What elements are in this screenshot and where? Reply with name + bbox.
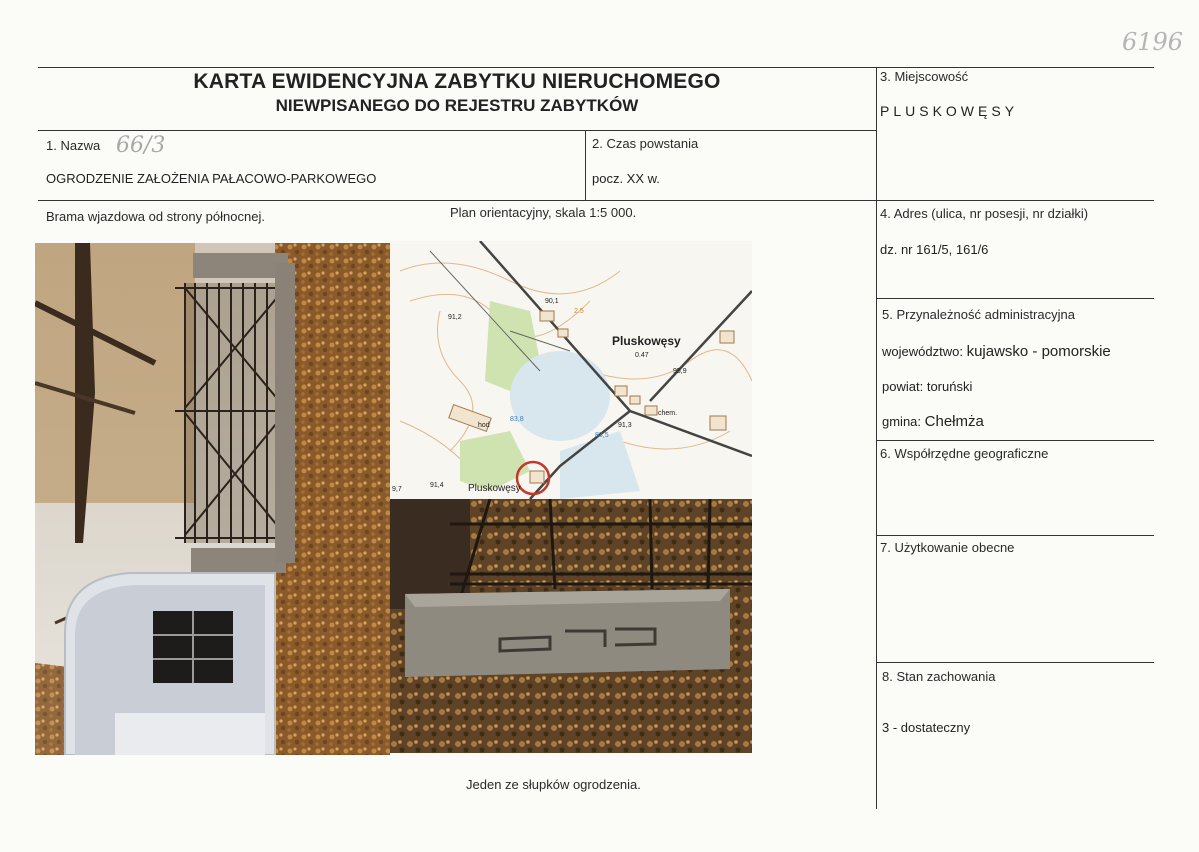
map-label-chem: chem. <box>658 410 678 417</box>
orientation-map <box>390 241 752 499</box>
commune-row <box>882 413 984 430</box>
post-photo <box>390 499 752 753</box>
gate-photo-caption: Brama wjazdowa od strony północnej. <box>46 209 265 224</box>
map-label-2-5: 2.5 <box>574 308 584 315</box>
map-elevation-7: 91,4 <box>430 482 444 489</box>
corner-note: 6196 <box>1122 28 1184 56</box>
date-label: 2. Czas powstania <box>592 136 699 151</box>
document-title: KARTA EWIDENCYJNA ZABYTKU NIERUCHOMEGO <box>193 70 721 93</box>
map-label-hod: hod <box>478 422 490 429</box>
coords-label: 6. Współrzędne geograficzne <box>880 446 1049 461</box>
commune-label: gmina: <box>882 414 922 429</box>
locality-value: PLUSKOWĘSY <box>880 103 1019 119</box>
address-value: dz. nr 161/5, 161/6 <box>880 242 989 257</box>
map-elevation-2: 90,1 <box>545 298 559 305</box>
map-elevation-8: 9,7 <box>392 486 402 493</box>
map-elevation-1: 91,2 <box>448 314 462 321</box>
frame-name-bottom <box>38 200 1154 201</box>
name-value: OGRODZENIE ZAŁOŻENIA PAŁACOWO-PARKOWEGO <box>46 171 377 186</box>
post-photo-caption: Jeden ze słupków ogrodzenia. <box>466 777 641 792</box>
usage-label: 7. Użytkowanie obecne <box>880 540 1015 555</box>
condition-label: 8. Stan zachowania <box>882 669 996 684</box>
map-bottom-label: Pluskowęsy <box>468 483 521 494</box>
address-label: 4. Adres (ulica, nr posesji, nr działki) <box>880 206 1089 221</box>
frame-admin-bottom <box>876 440 1154 441</box>
locality-label: 3. Miejscowość <box>880 69 969 84</box>
condition-value: 3 - dostateczny <box>882 720 971 735</box>
frame-top-line <box>38 67 1154 68</box>
date-value: pocz. XX w. <box>592 171 660 186</box>
name-label: 1. Nazwa <box>46 138 101 153</box>
admin-label: 5. Przynależność administracyjna <box>882 307 1075 322</box>
commune-value: Chełmża <box>924 413 984 430</box>
voivodeship-row <box>882 343 1111 360</box>
map-village-sub: 0.47 <box>635 352 649 359</box>
frame-main-divider <box>876 67 877 809</box>
map-elevation-4: 83,5 <box>595 432 609 439</box>
frame-name-divider <box>585 130 586 200</box>
frame-title-bottom <box>38 130 876 131</box>
frame-usage-bottom <box>876 662 1154 663</box>
county-row <box>882 379 972 394</box>
voivodeship-label: województwo: <box>882 344 963 359</box>
map-elevation-5: 95,9 <box>673 368 687 375</box>
document-subtitle: NIEWPISANEGO DO REJESTRU ZABYTKÓW <box>275 96 639 115</box>
map-elevation-3: 83,8 <box>510 416 524 423</box>
voivodeship-value: kujawsko - pomorskie <box>966 343 1111 360</box>
map-elevation-6: 91,3 <box>618 422 632 429</box>
frame-coords-bottom <box>876 535 1154 536</box>
name-handwritten-number: 66/3 <box>116 133 166 158</box>
map-village-label: Pluskowęsy <box>612 334 681 348</box>
county-value: toruński <box>926 379 973 394</box>
county-label: powiat: <box>882 379 924 394</box>
gate-photo <box>35 243 390 755</box>
frame-addr-bottom <box>876 298 1154 299</box>
plan-caption: Plan orientacyjny, skala 1:5 000. <box>450 205 637 220</box>
